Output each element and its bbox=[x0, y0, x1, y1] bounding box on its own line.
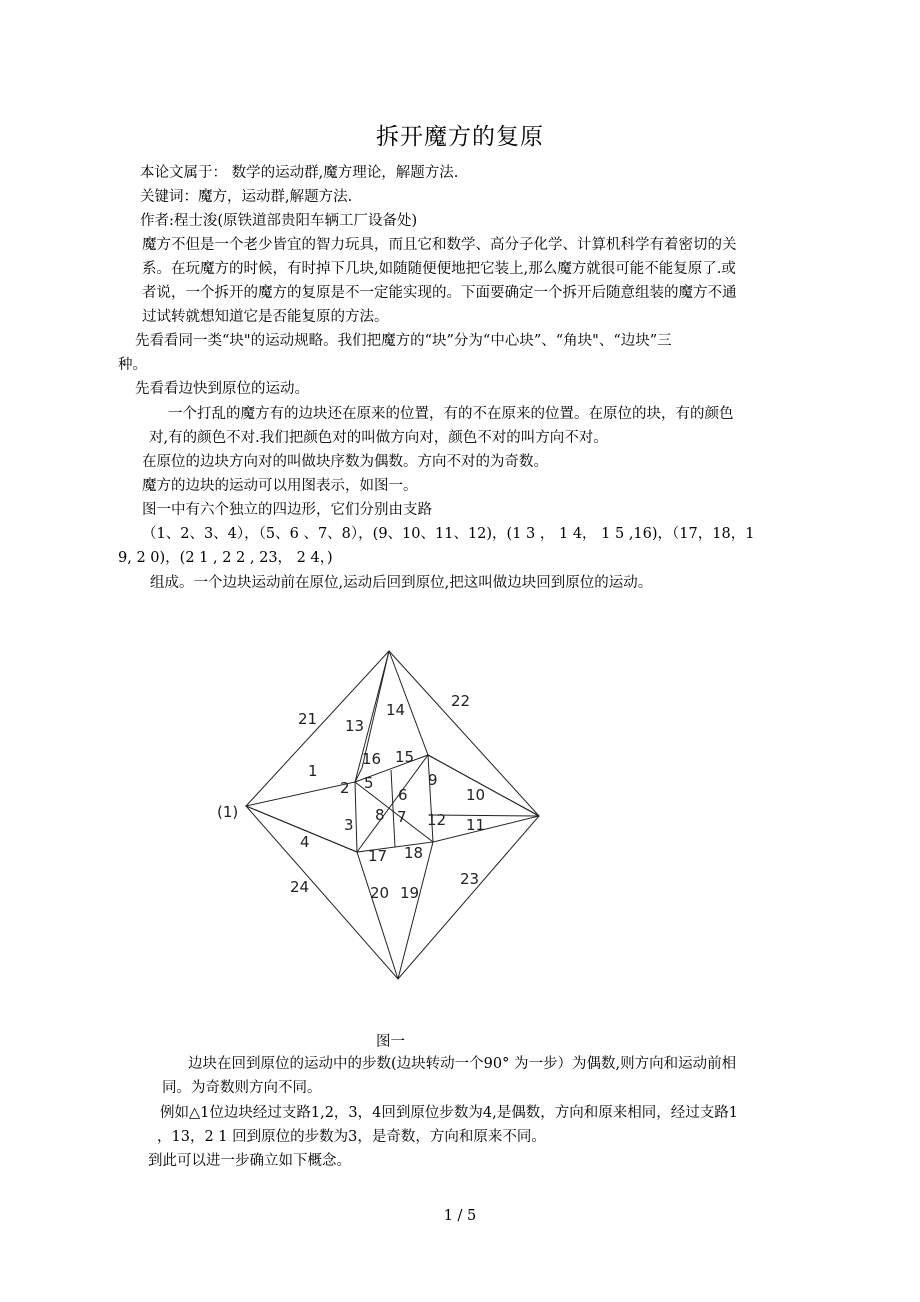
label-20: 20 bbox=[370, 884, 390, 902]
text-line: 本论文属于： 数学的运动群,魔方理论，解题方法. bbox=[140, 165, 459, 181]
text-line: 魔方的边块的运动可以用图表示，如图一。 bbox=[142, 478, 418, 494]
label-1-paren: (1) bbox=[217, 803, 239, 821]
text-line: 例如△1位边块经过支路1,2，3，4回到原位步数为4,是偶数，方向和原来相同，经过支路1 bbox=[160, 1105, 738, 1121]
label-8: 8 bbox=[375, 806, 385, 824]
label-1: 1 bbox=[308, 762, 318, 780]
label-19: 19 bbox=[400, 884, 420, 902]
text-line: 种。 bbox=[118, 357, 147, 373]
text-line: 到此可以进一步确立如下概念。 bbox=[148, 1153, 351, 1169]
text-line: 边块在回到原位的运动中的步数(边块转动一个90° 为一步）为偶数,则方向和运动前相 bbox=[188, 1056, 737, 1072]
label-4: 4 bbox=[300, 833, 310, 851]
text-line: ，13，2 1 回到原位的步数为3，是奇数，方向和原来不同。 bbox=[157, 1129, 546, 1145]
text-line: 组成。一个边块运动前在原位,运动后回到原位,把这叫做边块回到原位的运动。 bbox=[150, 575, 653, 591]
label-23: 23 bbox=[460, 870, 480, 888]
label-15: 15 bbox=[395, 748, 415, 766]
text-line: 魔方不但是一个老少皆宜的智力玩具，而且它和数学、高分子化学、计算机科学有着密切的关 bbox=[142, 237, 737, 253]
text-line: 一个打乱的魔方有的边块还在原来的位置，有的不在原来的位置。在原位的块，有的颜色 bbox=[168, 406, 734, 422]
label-21: 21 bbox=[298, 710, 318, 728]
label-14: 14 bbox=[386, 701, 406, 719]
label-2: 2 bbox=[340, 779, 350, 797]
text-line: 在原位的边块方向对的叫做块序数为偶数。方向不对的为奇数。 bbox=[142, 454, 548, 470]
label-9: 9 bbox=[428, 771, 438, 789]
text-line: 作者:程士浚(原铁道部贵阳车辆工厂设备处) bbox=[140, 213, 418, 229]
text-line: 过试转就想知道它是否能复原的方法。 bbox=[142, 309, 389, 325]
label-6: 6 bbox=[398, 786, 408, 804]
center-quad bbox=[355, 755, 433, 852]
figure-caption: 图一 bbox=[376, 1034, 405, 1050]
page-number: 1 / 5 bbox=[443, 1208, 477, 1224]
label-24: 24 bbox=[290, 878, 310, 896]
label-18: 18 bbox=[404, 844, 424, 862]
text-line: 先看看同一类“块"的运动规略。我们把魔方的“块”分为“中心块”、“角块"、“边块”三 bbox=[135, 333, 672, 349]
label-5: 5 bbox=[364, 774, 374, 792]
text-line: 同。为奇数则方向不同。 bbox=[162, 1080, 322, 1096]
label-13: 13 bbox=[345, 717, 365, 735]
text-line: 先看看边快到原位的运动。 bbox=[135, 381, 309, 397]
label-17: 17 bbox=[368, 847, 388, 865]
label-11: 11 bbox=[466, 816, 486, 834]
text-line: 图一中有六个独立的四边形，它们分别由支路 bbox=[142, 502, 432, 518]
label-22: 22 bbox=[451, 692, 471, 710]
label-16: 16 bbox=[362, 750, 382, 768]
text-line: 关键词：魔方，运动群,解题方法. bbox=[140, 189, 353, 205]
text-line: 者说，一个拆开的魔方的复原是不一定能实现的。下面要确定一个拆开后随意组装的魔方不通 bbox=[142, 285, 737, 301]
label-7: 7 bbox=[397, 808, 407, 826]
label-3: 3 bbox=[344, 816, 354, 834]
text-line: 对,有的颜色不对.我们把颜色对的叫做方向对，颜色不对的叫方向不对。 bbox=[149, 430, 608, 446]
diagram-labels bbox=[217, 692, 485, 902]
label-12: 12 bbox=[427, 811, 447, 829]
text-line: 9, 2 0)，(2 1 , 2 2 , 23， 2 4，) bbox=[118, 550, 333, 566]
label-10: 10 bbox=[466, 786, 486, 804]
text-line: （1、2、3、4），（5、6 、7、8），(9、10、11、12)，(1 3 ， 1 4， 1 5 ,16)，（17，18，1 bbox=[142, 526, 755, 542]
text-line: 系。在玩魔方的时候，有时掉下几块,如随随便便地把它装上,那么魔方就很可能不能复原了.或 bbox=[142, 261, 736, 277]
document-title: 拆开魔方的复原 bbox=[376, 124, 544, 150]
